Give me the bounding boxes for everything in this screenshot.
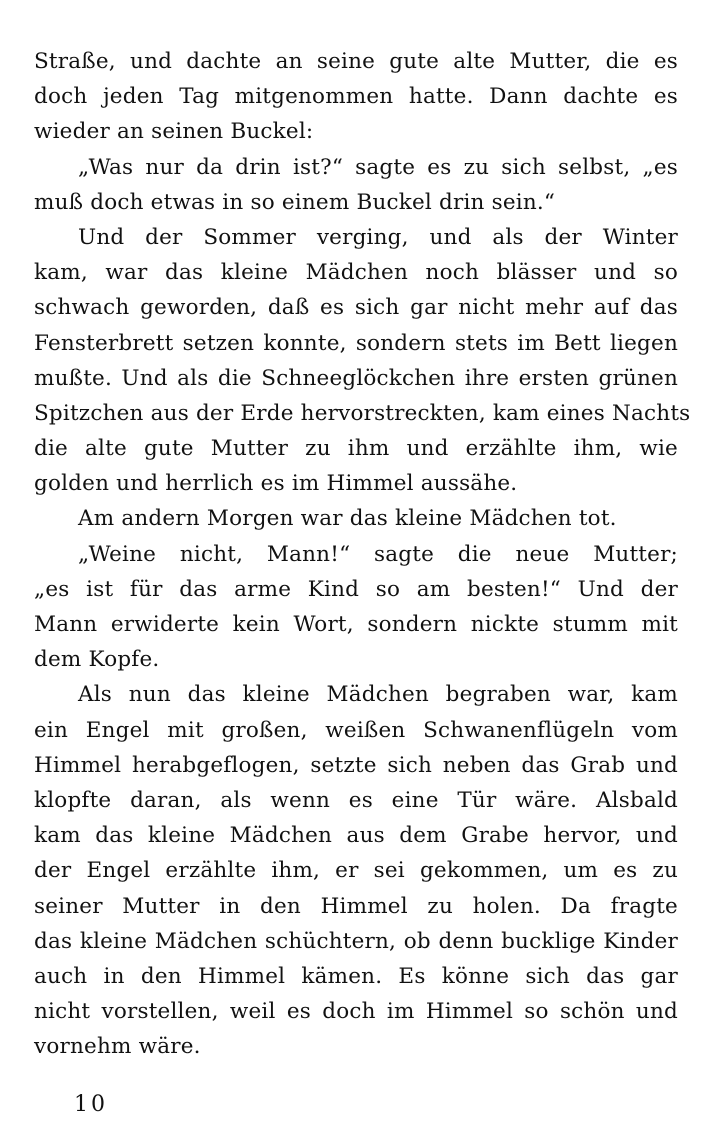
text-line: Mann erwiderte kein Wort, sondern nickte stumm mit [34, 612, 678, 637]
text-line: Spitzchen aus der Erde hervorstreckten, kam eines Nachts [34, 400, 691, 426]
text-line: das kleine Mädchen schüchtern, ob denn bucklige Kinder [34, 928, 678, 954]
text-line: schwach geworden, daß es sich gar nicht mehr auf das [34, 295, 678, 321]
text-line: kam das kleine Mädchen aus dem Grabe hervor, und [34, 823, 678, 849]
text-line: klopfte daran, als wenn es eine Tür wäre. Alsbald [34, 787, 678, 813]
text-line: ein Engel mit großen, weißen Schwanenflügeln vom [34, 717, 678, 743]
text-line: Straße, und dachte an seine gute alte Mutter, die es [34, 49, 678, 74]
text-line: „Was nur da drin ist?“ sagte es zu sich selbst, „es [78, 154, 678, 180]
text-line: auch in den Himmel kämen. Es könne sich das gar [34, 963, 678, 989]
text-line: nicht vorstellen, weil es doch im Himmel so schön und [34, 999, 678, 1025]
text-line: Himmel herabgeflogen, setzte sich neben das Grab und [34, 752, 678, 778]
text-line: Als nun das kleine Mädchen begraben war, kam [78, 682, 678, 708]
text-line: „Weine nicht, Mann!“ sagte die neue Mutter; [78, 541, 678, 567]
text-line: Und der Sommer verging, und als der Winter [78, 224, 678, 250]
text-line: wieder an seinen Buckel: [34, 119, 314, 145]
text-line: vornehm wäre. [34, 1034, 201, 1060]
text-line: muß doch etwas in so einem Buckel drin sein.“ [34, 189, 556, 215]
text-line: golden und herrlich es im Himmel aussähe. [34, 471, 518, 497]
text-line: „es ist für das arme Kind so am besten!“ Und der [34, 576, 678, 602]
text-line: mußte. Und als die Schneeglöckchen ihre ersten grünen [34, 365, 678, 391]
text-line: dem Kopfe. [34, 647, 160, 673]
text-line: doch jeden Tag mitgenommen hatte. Dann dachte es [34, 84, 678, 110]
text-line: Fensterbrett setzen konnte, sondern stets im Bett liegen [34, 330, 678, 356]
book-page-text [34, 44, 691, 1064]
text-line: Am andern Morgen war das kleine Mädchen tot. [78, 506, 617, 532]
text-line: der Engel erzählte ihm, er sei gekommen, um es zu [34, 858, 678, 884]
text-line: die alte gute Mutter zu ihm und erzählte ihm, wie [34, 436, 678, 462]
text-line: seiner Mutter in den Himmel zu holen. Da fragte [34, 893, 678, 919]
page-number: 10 [74, 1092, 108, 1117]
text-line: kam, war das kleine Mädchen noch blässer und so [34, 260, 678, 286]
